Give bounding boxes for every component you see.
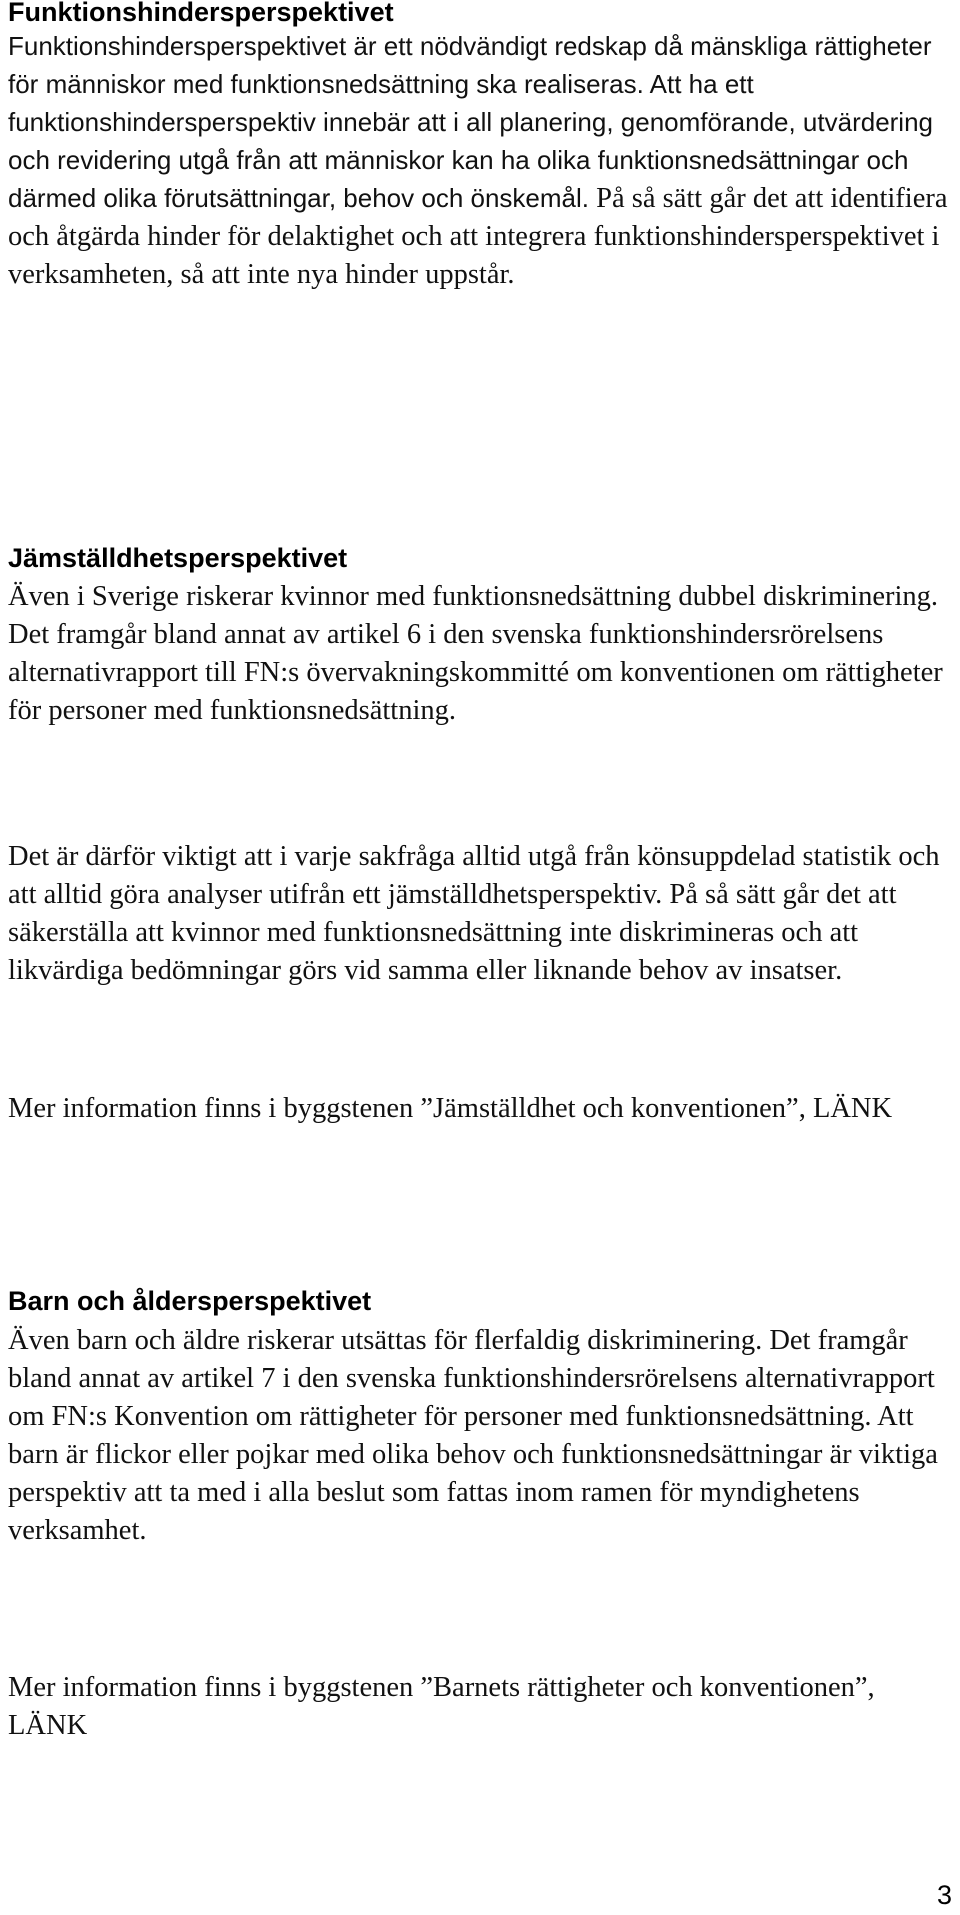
paragraph-part-serif: På så sätt går det att identifiera och åtgärda hinder för delaktighet och att integrera funktionshindersperspektivet i verksamheten, så att inte nya hinder uppstår. — [8, 183, 948, 290]
section-paragraph-barn-1: Även barn och äldre riskerar utsättas för flerfaldig diskriminering. Det framgår bland annat av artikel 7 i den svenska funktionshindersrörelsens alternativrapport om FN:s Konvention om rättigheter för personer med funktionsnedsättning. Att barn är flickor eller pojkar med olika behov och funktionsnedsättningar är viktiga perspektiv att ta med i alla beslut som fattas inom ramen för myndighetens verksamhet. — [8, 1325, 938, 1546]
section-heading-jamstalldhet: Jämställdhetsperspektivet — [8, 543, 348, 573]
section-paragraph-barn-link: Mer information finns i byggstenen ”Barnets rättigheter och konventionen”, LÄNK — [8, 1672, 875, 1741]
section-paragraph-jamstalldhet-2: Det är därför viktigt att i varje sakfråga alltid utgå från könsuppdelad statistik och att alltid göra analyser utifrån ett jämställdhetsperspektiv. På så sätt går det att säkerställa att kvinnor med funktionsnedsättning inte diskrimineras och att likvärdiga bedömningar görs vid samma eller liknande behov av insatser. — [8, 841, 940, 986]
section-heading-funktionshinder: Funktionshindersperspektivet — [8, 0, 394, 27]
section-paragraph-jamstalldhet-link: Mer information finns i byggstenen ”Jämställdhet och konventionen”, LÄNK — [8, 1093, 893, 1124]
paragraph-part-sans: Funktionshindersperspektivet är ett nödvändigt redskap då mänskliga rättigheter för människor med funktionsnedsättning ska realiseras. Att ha ett funktionshindersperspektiv innebär att i all planering, genomförande, utvärdering och revidering utgå från att människor kan ha olika funktionsnedsättningar och därmed olika förutsättningar, behov och önskemål. — [8, 31, 934, 213]
section-heading-barn: Barn och åldersperspektivet — [8, 1286, 372, 1316]
page-number: 3 — [936, 1880, 952, 1910]
section-paragraph-jamstalldhet-1: Även i Sverige riskerar kvinnor med funktionsnedsättning dubbel diskriminering. Det framgår bland annat av artikel 6 i den svenska funktionshindersrörelsens alternativrapport till FN:s övervakningskommitté om konventionen om rättigheter för personer med funktionsnedsättning. — [8, 581, 943, 726]
section-paragraph-funktionshinder — [8, 28, 956, 294]
